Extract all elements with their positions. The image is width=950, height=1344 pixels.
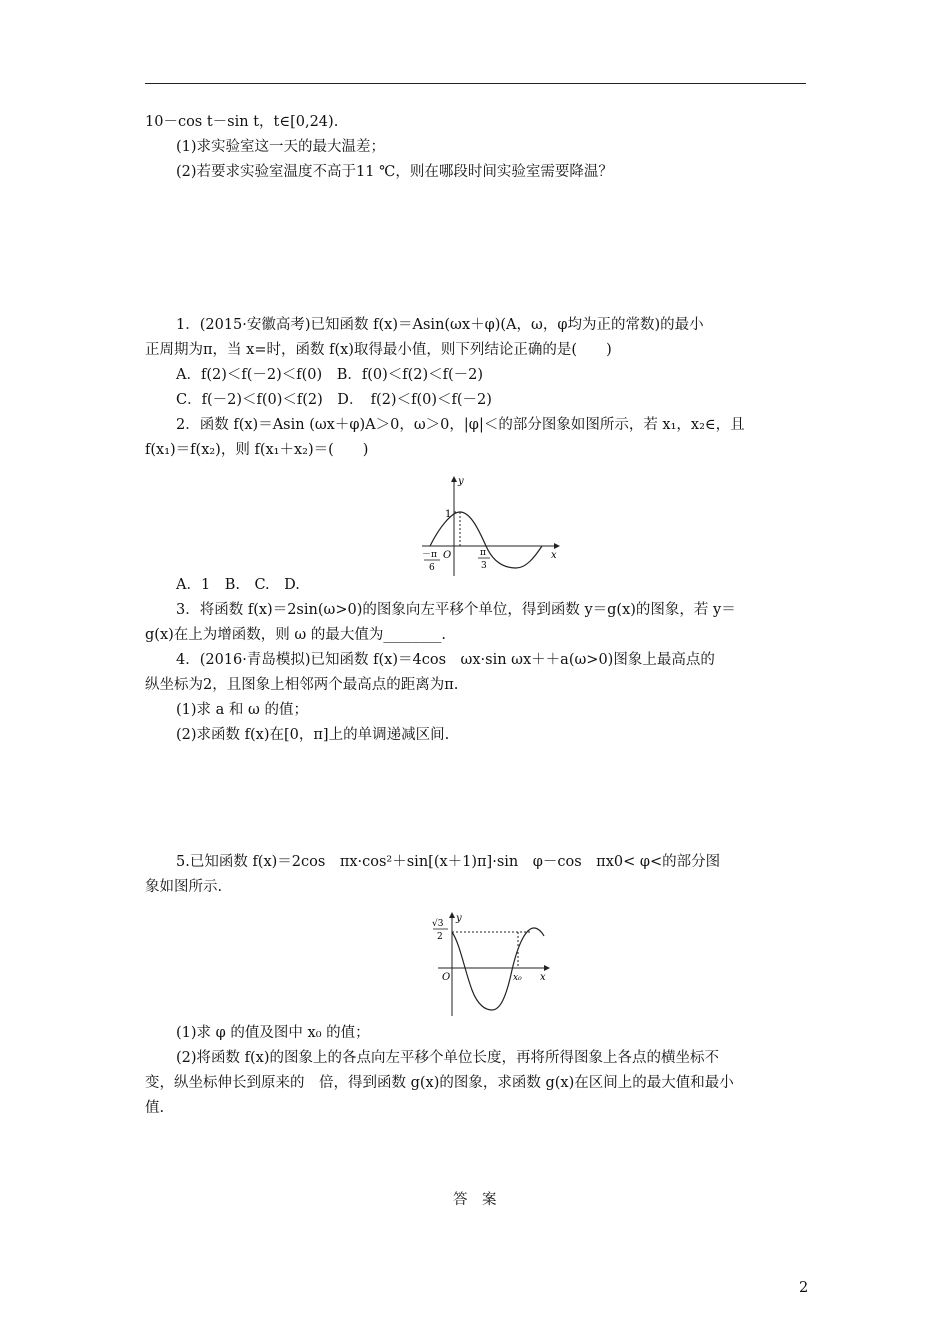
text-line: (2)若要求实验室温度不高于11 ℃，则在哪段时间实验室需要降温？ — [176, 164, 613, 180]
x-axis-arrow — [554, 543, 560, 549]
text-line: 10－cos t－sin t，t∈[0,24). — [145, 114, 339, 130]
text-line: (1)求实验室这一天的最大温差； — [176, 139, 386, 155]
text-line: f(x₁)＝f(x₂)，则 f(x₁＋x₂)＝( ) — [145, 442, 369, 458]
text-line: C．f(－2)＜f(0)＜f(2) D． f(2)＜f(0)＜f(－2) — [176, 392, 492, 408]
text-line: 正周期为π，当 x=时，函数 f(x)取得最小值，则下列结论正确的是( ) — [145, 342, 612, 358]
text-line: 答 案 — [453, 1192, 497, 1208]
cos-curve — [452, 928, 544, 1010]
y-tick-denominator: 2 — [437, 932, 443, 942]
text-line: 纵坐标为2，且图象上相邻两个最高点的距离为π. — [145, 677, 459, 693]
text-line: 3．将函数 f(x)＝2sin(ω>0)的图象向左平移个单位，得到函数 y＝g(x)的图象，若 y＝ — [176, 602, 736, 618]
text-line: 4．(2016·青岛模拟)已知函数 f(x)＝4cos ωx·sin ωx＋＋a(ω>0)图象上最高点的 — [176, 652, 715, 668]
text-line: 5.已知函数 f(x)＝2cos πx·cos²＋sin[(x＋1)π]·sin φ－cos πx0< φ<的部分图 — [176, 854, 721, 870]
peak-value-label: 1 — [445, 509, 452, 520]
left-tick-denominator: 6 — [429, 563, 435, 573]
y-axis-arrow — [449, 912, 455, 918]
right-tick-denominator: 3 — [481, 561, 487, 571]
text-line: g(x)在上为增函数，则 ω 的最大值为________. — [145, 627, 446, 643]
text-line: 2 — [799, 1280, 809, 1296]
text-line: 变，纵坐标伸长到原来的 倍，得到函数 g(x)的图象，求函数 g(x)在区间上的最大值和最小 — [145, 1075, 734, 1091]
right-tick-numerator: π — [480, 548, 486, 558]
text-line: A．1 B. C. D. — [176, 577, 300, 593]
text-line: (2)将函数 f(x)的图象上的各点向左平移个单位长度，再将所得图象上各点的横坐标不 — [176, 1050, 720, 1066]
figure-sine-graph — [418, 474, 562, 578]
figure-cos-graph — [430, 910, 554, 1020]
text-line: 值. — [145, 1100, 165, 1116]
text-line: (1)求 φ 的值及图中 x₀ 的值； — [176, 1025, 370, 1041]
origin-label: O — [442, 972, 451, 983]
origin-label: O — [443, 550, 452, 561]
text-line: (1)求 a 和 ω 的值； — [176, 702, 308, 718]
header-rule — [145, 83, 806, 84]
text-line: 2．函数 f(x)＝Asin (ωx＋φ)A＞0，ω＞0，|φ|＜的部分图象如图所示，若 x₁，x₂∈，且 — [176, 417, 745, 433]
y-axis-arrow — [451, 476, 457, 482]
text-line: 1．(2015·安徽高考)已知函数 f(x)＝Asin(ωx＋φ)(A，ω，φ均为正的常数)的最小 — [176, 317, 704, 333]
left-tick-numerator: －π — [422, 550, 437, 560]
x0-label: x₀ — [513, 973, 522, 983]
y-axis-label: y — [458, 476, 464, 487]
text-line: A．f(2)＜f(－2)＜f(0) B．f(0)＜f(2)＜f(－2) — [176, 367, 484, 383]
x-axis-label: x — [540, 972, 546, 983]
x-axis-arrow — [544, 965, 550, 971]
text-line: (2)求函数 f(x)在[0，π]上的单调递减区间. — [176, 727, 450, 743]
x-axis-label: x — [551, 550, 557, 561]
text-line: 象如图所示. — [145, 879, 223, 895]
y-tick-numerator: √3 — [432, 919, 444, 929]
y-axis-label: y — [456, 913, 462, 924]
